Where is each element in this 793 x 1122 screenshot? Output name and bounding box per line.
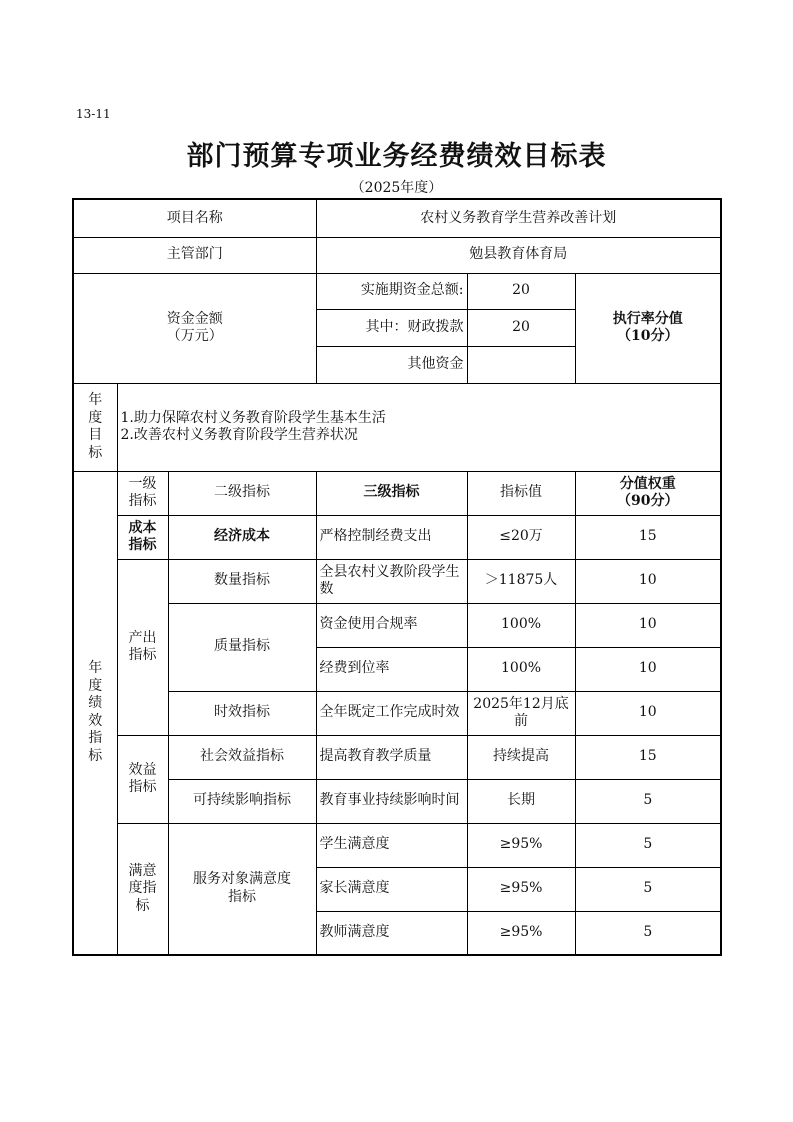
timeliness-level3: 全年既定工作完成时效: [316, 691, 467, 735]
sustainable-score: 5: [575, 779, 721, 823]
annual-goal-label: 年度目标: [73, 383, 117, 471]
quality-level3-2: 经费到位率: [316, 647, 467, 691]
timeliness-target-line2: 前: [514, 713, 529, 729]
social-score: 15: [575, 735, 721, 779]
header-level2: 二级指标: [168, 471, 316, 515]
satisfaction-level2-line2: 指标: [228, 888, 257, 905]
cost-level3: 严格控制经费支出: [316, 515, 467, 559]
timeliness-row: [73, 691, 721, 735]
funds-other-value: [467, 346, 575, 383]
satisfaction-score-1: 5: [575, 823, 721, 867]
satisfaction-target-1: ≥95%: [467, 823, 575, 867]
sustainable-level3: 教育事业持续影响时间: [316, 779, 467, 823]
timeliness-score: 10: [575, 691, 721, 735]
quantity-level3: 全县农村义教阶段学生数: [316, 559, 467, 603]
header-weight-line1: 分值权重: [619, 475, 676, 492]
exec-rate-score: [575, 273, 721, 383]
quantity-target: ＞11875人: [467, 559, 575, 603]
satisfaction-level2-line1: 服务对象满意度: [193, 871, 292, 888]
satisfaction-level3-3: 教师满意度: [316, 911, 467, 955]
satisfaction-level1: 满意度指标: [117, 823, 168, 955]
social-level2: 社会效益指标: [168, 735, 316, 779]
header-weight-line2: （90分）: [617, 493, 679, 509]
quality-target-1: 100%: [467, 603, 575, 647]
header-target: 指标值: [467, 471, 575, 515]
project-value: 农村义务教育学生营养改善计划: [316, 199, 721, 237]
benefit-level1: 效益指标: [117, 735, 168, 823]
social-target: 持续提高: [467, 735, 575, 779]
document-code: 13-11: [76, 107, 111, 121]
quantity-level2: 数量指标: [168, 559, 316, 603]
satisfaction-level3-1: 学生满意度: [316, 823, 467, 867]
satisfaction-target-2: ≥95%: [467, 867, 575, 911]
header-level3: 三级指标: [316, 471, 467, 515]
quality-row-1: [73, 603, 721, 647]
timeliness-target: [467, 691, 575, 735]
page-title: 部门预算专项业务经费绩效目标表: [186, 141, 607, 172]
cost-level1: 成本指标: [117, 515, 168, 559]
satisfaction-row-1: [73, 823, 721, 867]
timeliness-target-line1: 2025年12月底: [473, 695, 569, 712]
annual-goal-line-1: 1.助力保障农村义务教育阶段学生基本生活: [120, 409, 386, 426]
quality-target-2: 100%: [467, 647, 575, 691]
cost-score: 15: [575, 515, 721, 559]
funds-label: [73, 273, 316, 383]
header-weight: [575, 471, 721, 515]
quality-level2: 质量指标: [168, 603, 316, 691]
sustainable-target: 长期: [467, 779, 575, 823]
exec-rate-line2: （10分）: [617, 328, 679, 344]
output-level1: 产出指标: [117, 559, 168, 735]
cost-level2: 经济成本: [168, 515, 316, 559]
indicator-header-row: [73, 471, 721, 515]
funds-label-line2: （万元）: [166, 328, 223, 344]
satisfaction-score-2: 5: [575, 867, 721, 911]
department-value: 勉县教育体育局: [316, 237, 721, 273]
satisfaction-level3-2: 家长满意度: [316, 867, 467, 911]
benefit-sustainable-row: [73, 779, 721, 823]
quality-score-1: 10: [575, 603, 721, 647]
quality-score-2: 10: [575, 647, 721, 691]
cost-target: ≤20万: [467, 515, 575, 559]
funds-label-line1: 资金金额: [166, 310, 223, 327]
timeliness-level2: 时效指标: [168, 691, 316, 735]
funds-total-label: 实施期资金总额:: [316, 273, 467, 309]
sustainable-level2: 可持续影响指标: [168, 779, 316, 823]
output-quantity-row: [73, 559, 721, 603]
benefit-social-row: [73, 735, 721, 779]
social-level3: 提高教育教学质量: [316, 735, 467, 779]
header-level1: 一级指标: [117, 471, 168, 515]
cost-row: [73, 515, 721, 559]
funds-other-label: 其他资金: [316, 346, 467, 383]
year-label: （2025年度）: [350, 180, 443, 196]
quality-level3-1: 资金使用合规率: [316, 603, 467, 647]
funds-total-value: 20: [467, 273, 575, 309]
exec-rate-line1: 执行率分值: [612, 310, 683, 327]
project-label: 项目名称: [73, 199, 316, 237]
satisfaction-target-3: ≥95%: [467, 911, 575, 955]
annual-goal-line-2: 2.改善农村义务教育阶段学生营养状况: [120, 427, 358, 443]
annual-goal-row: [73, 383, 721, 471]
department-label: 主管部门: [73, 237, 316, 273]
satisfaction-level2: [168, 823, 316, 955]
funds-total-row: [73, 273, 721, 309]
funds-fiscal-label: 其中：财政拨款: [316, 309, 467, 346]
quantity-score: 10: [575, 559, 721, 603]
annual-indicators-label: 年度绩效指标: [73, 471, 117, 955]
department-row: [73, 237, 721, 273]
annual-goal-content: [117, 383, 721, 471]
project-row: [73, 199, 721, 237]
funds-fiscal-value: 20: [467, 309, 575, 346]
performance-table: [72, 198, 722, 956]
satisfaction-score-3: 5: [575, 911, 721, 955]
